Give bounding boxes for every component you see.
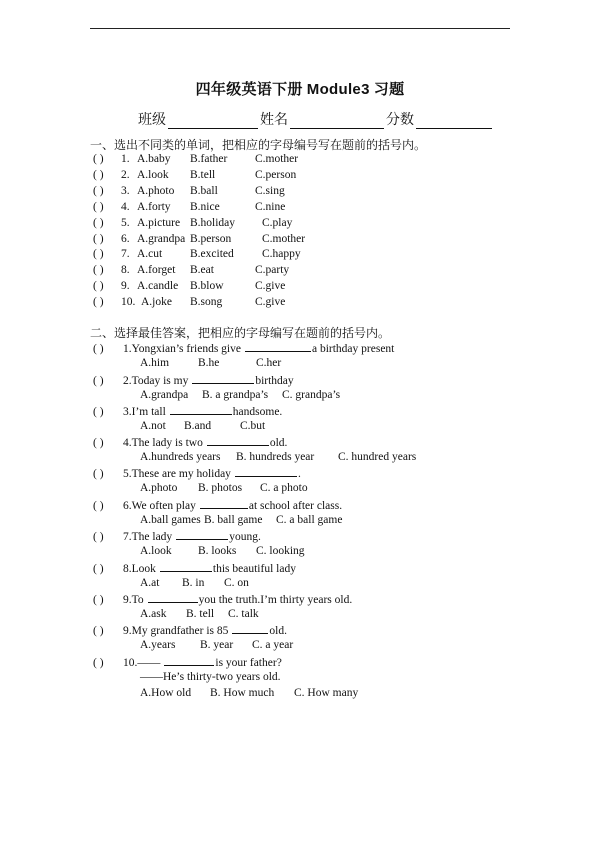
options-row [140,388,340,402]
question-stem: 2.Today is my [123,375,189,387]
option-a[interactable]: A.ball games [140,514,201,526]
option-c[interactable]: C.but [240,420,266,432]
section2-question [93,372,294,388]
answer-blank[interactable] [164,654,214,666]
option-b[interactable]: B. How much [210,687,275,699]
option-b[interactable]: B. looks [198,545,237,557]
answer-blank[interactable] [235,465,297,477]
item-number: 2. [121,169,130,181]
item-number: 3. [121,185,130,197]
item-number: 7. [121,248,130,260]
answer-paren[interactable]: ( ) [93,594,104,606]
answer-paren[interactable]: ( ) [93,343,104,355]
section2-question [93,465,301,481]
question-tail: birthday [255,375,294,387]
option-b: B.holiday [190,217,236,229]
option-c[interactable]: C. a photo [260,482,308,494]
question-tail: handsome. [232,406,283,418]
section2-question [93,560,296,576]
answer-blank[interactable] [245,340,311,352]
option-a: A.joke [141,296,172,308]
option-c[interactable]: C.her [256,357,282,369]
option-b: B.blow [190,280,224,292]
dialogue-reply: ——He’s thirty-two years old. [140,671,281,683]
score-label: 分数 [386,113,414,128]
question-tail: old. [269,437,288,449]
answer-paren[interactable]: ( ) [93,500,104,512]
option-b: B.father [190,153,228,165]
section1-item [93,168,296,182]
option-c: C.give [255,280,286,292]
option-b: B.eat [190,264,214,276]
section2-question [93,434,287,450]
item-number: 8. [121,264,130,276]
options-row [140,481,308,495]
answer-paren[interactable]: ( ) [93,296,104,308]
option-a: A.cut [137,248,163,260]
option-b: B.nice [190,201,220,213]
answer-blank[interactable] [176,528,228,540]
answer-paren[interactable]: ( ) [93,531,104,543]
options-row [140,576,249,590]
option-a[interactable]: A.How old [140,687,192,699]
options-row [140,513,342,527]
top-rule [90,28,510,29]
option-c: C.play [262,217,293,229]
question-stem: 10.—— [123,657,161,669]
option-b: B.person [190,233,232,245]
answer-paren[interactable]: ( ) [93,563,104,575]
question-tail: you the truth.I’m thirty years old. [198,594,353,606]
option-c[interactable]: C. talk [228,608,259,620]
options-row [140,356,281,370]
name-field[interactable] [290,112,384,129]
option-a: A.photo [137,185,175,197]
option-b: B.tell [190,169,216,181]
option-b[interactable]: B. hundreds year [236,451,315,463]
page-title [0,78,600,99]
question-stem: 9.My grandfather is 85 [123,625,229,637]
option-a[interactable]: A.him [140,357,170,369]
title-module: Module3 [306,81,370,98]
answer-paren[interactable]: ( ) [93,280,104,292]
section1-heading: 一、选出不同类的单词，把相应的字母编号写在题前的括号内。 [90,138,427,152]
question-stem: 6.We often play [123,500,196,512]
option-a: A.baby [137,153,171,165]
question-tail: at school after class. [248,500,343,512]
option-b: B.ball [190,185,218,197]
option-c[interactable]: C. a ball game [276,514,343,526]
option-b: B.excited [190,248,234,260]
item-number: 9. [121,280,130,292]
answer-paren[interactable]: ( ) [93,437,104,449]
item-number: 10. [121,296,136,308]
section2-question [93,654,282,670]
section1-item [93,247,301,261]
answer-blank[interactable] [160,560,212,572]
section1-item [93,216,292,230]
answer-paren[interactable]: ( ) [93,153,104,165]
question-stem: 8.Look [123,563,156,575]
answer-paren[interactable]: ( ) [93,375,104,387]
class-label: 班级 [138,113,166,128]
option-a: A.candle [137,280,179,292]
option-c: C.mother [262,233,306,245]
section2-question [93,497,342,513]
answer-paren[interactable]: ( ) [93,625,104,637]
item-number: 4. [121,201,130,213]
student-info-row [138,109,494,129]
option-b[interactable]: B. year [200,639,234,651]
option-b: B.song [190,296,223,308]
section1-item [93,295,285,309]
question-tail: . [297,468,301,480]
option-c: C.give [255,296,286,308]
option-b[interactable]: B.he [198,357,220,369]
option-a: A.look [137,169,169,181]
option-c[interactable]: C. on [224,577,249,589]
section2-question [93,528,261,544]
class-field[interactable] [168,112,258,129]
answer-paren[interactable]: ( ) [93,201,104,213]
answer-blank[interactable] [207,434,269,446]
options-row [140,544,305,558]
section1-item [93,200,285,214]
title-chinese: 四年级英语下册 [195,82,303,98]
option-c[interactable]: C. looking [256,545,305,557]
option-a: A.forget [137,264,176,276]
question-stem: 5.These are my holiday [123,468,231,480]
section1-item [93,263,289,277]
option-c: C.happy [262,248,301,260]
answer-blank[interactable] [192,372,254,384]
options-row [140,419,265,433]
option-c: C.sing [255,185,285,197]
option-c[interactable]: C. hundred years [338,451,417,463]
option-c: C.person [255,169,297,181]
option-a[interactable]: A.ask [140,608,167,620]
answer-paren[interactable]: ( ) [93,657,104,669]
section1-item [93,232,305,246]
answer-blank[interactable] [232,622,268,634]
question-stem: 4.The lady is two [123,437,203,449]
option-c: C.mother [255,153,299,165]
option-b[interactable]: B.and [184,420,212,432]
title-suffix: 习题 [373,82,405,98]
question-stem: 9.To [123,594,144,606]
answer-paren[interactable]: ( ) [93,406,104,418]
section2-question [93,591,352,607]
question-stem: 7.The lady [123,531,173,543]
item-number: 6. [121,233,130,245]
option-a[interactable]: A.not [140,420,166,432]
option-c[interactable]: C. grandpa’s [282,389,341,401]
option-c: C.party [255,264,290,276]
option-a: A.forty [137,201,171,213]
section2-question [93,622,287,638]
question-tail: young. [229,531,261,543]
option-a[interactable]: A.look [140,545,172,557]
option-a[interactable]: A.hundreds years [140,451,221,463]
option-a: A.grandpa [137,233,186,245]
section2-question [93,403,282,419]
option-b[interactable]: B. ball game [204,514,263,526]
name-label: 姓名 [260,113,288,128]
option-c[interactable]: C. How many [294,687,359,699]
option-c: C.nine [255,201,286,213]
option-a: A.picture [137,217,181,229]
question-tail: old. [269,625,287,637]
section1-item [93,279,285,293]
option-c[interactable]: C. a year [252,639,294,651]
item-number: 1. [121,153,130,165]
options-row [140,450,416,464]
options-row [140,607,259,621]
answer-paren[interactable]: ( ) [93,248,104,260]
option-b[interactable]: B. a grandpa’s [202,389,269,401]
options-row [140,686,358,700]
answer-blank[interactable] [200,497,248,509]
question-tail: is your father? [215,657,282,669]
option-b[interactable]: B. photos [198,482,243,494]
question-stem: 3.I’m tall [123,406,166,418]
answer-blank[interactable] [170,403,232,415]
section1-item [93,152,298,166]
option-b[interactable]: B. tell [186,608,215,620]
answer-paren[interactable]: ( ) [93,233,104,245]
option-a[interactable]: A.at [140,577,160,589]
score-field[interactable] [416,112,492,129]
answer-paren[interactable]: ( ) [93,185,104,197]
section2-heading: 二、选择最佳答案，把相应的字母编写在题前的括号内。 [90,326,391,340]
question-tail: this beautiful lady [212,563,296,575]
answer-paren[interactable]: ( ) [93,217,104,229]
option-a[interactable]: A.grandpa [140,389,189,401]
question-stem: 1.Yongxian’s friends give [123,343,241,355]
item-number: 5. [121,217,130,229]
answer-paren[interactable]: ( ) [93,169,104,181]
options-row [140,638,293,652]
option-a[interactable]: A.photo [140,482,178,494]
question-tail: a birthday present [311,343,395,355]
option-a[interactable]: A.years [140,639,176,651]
section2-question [93,340,394,356]
answer-blank[interactable] [148,591,198,603]
option-b[interactable]: B. in [182,577,205,589]
answer-paren[interactable]: ( ) [93,264,104,276]
section1-item [93,184,285,198]
answer-paren[interactable]: ( ) [93,468,104,480]
